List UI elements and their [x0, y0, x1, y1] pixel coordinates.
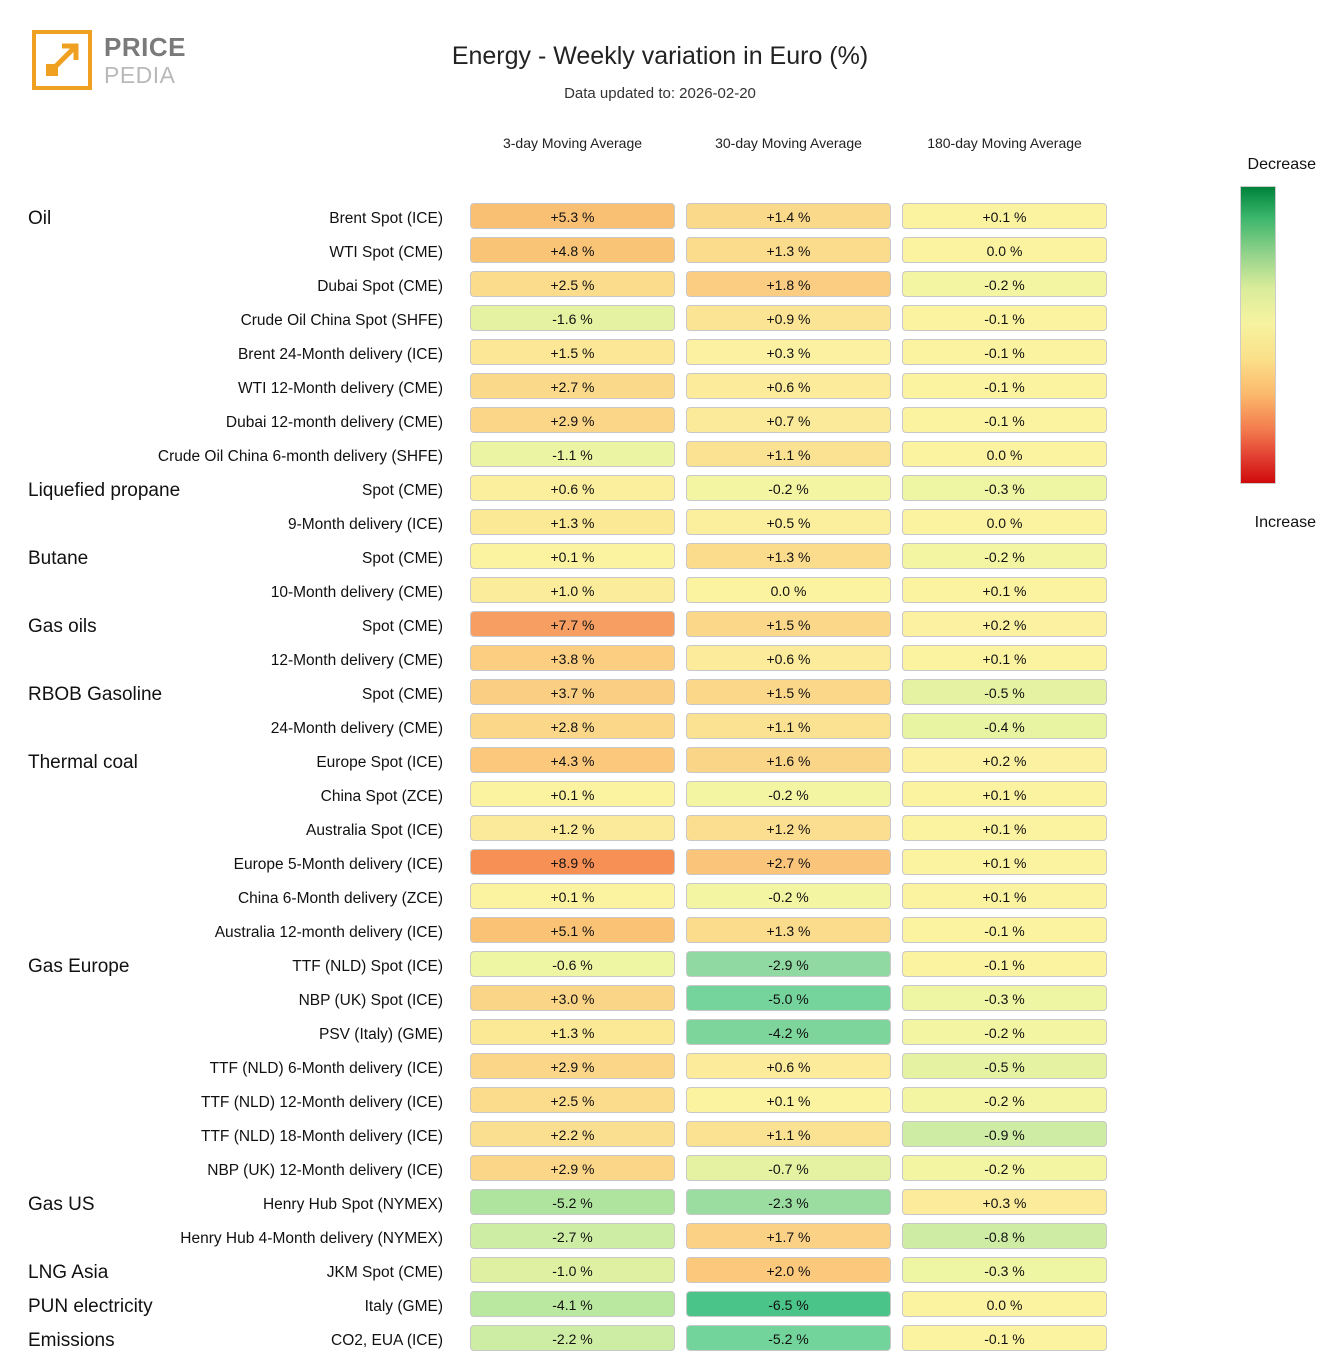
heatmap-cell: 0.0 %: [686, 577, 891, 603]
row-label: PSV (Italy) (GME): [318, 1026, 443, 1043]
heatmap-cell: -0.3 %: [902, 1257, 1107, 1283]
row-label: TTF (NLD) 12-Month delivery (ICE): [200, 1094, 443, 1111]
heatmap-cell: +1.1 %: [686, 1121, 891, 1147]
page-subtitle: Data updated to: 2026-02-20: [564, 85, 756, 102]
heatmap-cell: -0.8 %: [902, 1223, 1107, 1249]
heatmap-cell: +0.6 %: [470, 475, 675, 501]
row-group-label: Liquefied propane: [28, 480, 181, 501]
table-row: [0, 611, 1200, 645]
heatmap-cell: +4.3 %: [470, 747, 675, 773]
row-label: Brent Spot (ICE): [329, 210, 443, 227]
table-row: [0, 509, 1200, 543]
row-group-label: PUN electricity: [28, 1296, 153, 1317]
heatmap-cell: +2.8 %: [470, 713, 675, 739]
table-row: [0, 747, 1200, 781]
heatmap-cell: +1.1 %: [686, 441, 891, 467]
heatmap-cell: +2.2 %: [470, 1121, 675, 1147]
row-group-label: Butane: [28, 548, 89, 569]
heatmap-cell: -0.7 %: [686, 1155, 891, 1181]
table-row: [0, 407, 1200, 441]
table-row: [0, 679, 1200, 713]
heatmap-cell: +2.9 %: [470, 1053, 675, 1079]
heatmap-cell: -0.1 %: [902, 373, 1107, 399]
row-label: CO2, EUA (ICE): [331, 1332, 443, 1349]
heatmap-cell: +1.2 %: [686, 815, 891, 841]
row-label: 24-Month delivery (CME): [270, 720, 443, 737]
row-group-label: Gas Europe: [28, 956, 130, 977]
heatmap-cell: +0.1 %: [902, 203, 1107, 229]
heatmap-cell: -0.1 %: [902, 305, 1107, 331]
heatmap-cell: +1.3 %: [686, 917, 891, 943]
heatmap-cell: 0.0 %: [902, 1291, 1107, 1317]
heatmap-cell: 0.0 %: [902, 441, 1107, 467]
table-row: [0, 305, 1200, 339]
column-header-180day: 180-day Moving Average: [927, 135, 1082, 151]
row-label: Henry Hub Spot (NYMEX): [262, 1196, 443, 1213]
heatmap-cell: -0.1 %: [902, 951, 1107, 977]
heatmap-cell: -0.2 %: [902, 271, 1107, 297]
table-row: [0, 1121, 1200, 1155]
heatmap-cell: +0.1 %: [902, 645, 1107, 671]
row-label: Brent 24-Month delivery (ICE): [237, 346, 443, 363]
heatmap-cell: +0.1 %: [902, 781, 1107, 807]
heatmap-cell: +0.1 %: [470, 781, 675, 807]
heatmap-cell: +0.6 %: [686, 373, 891, 399]
row-label: Spot (CME): [362, 482, 443, 499]
heatmap-cell: +0.7 %: [686, 407, 891, 433]
row-label: Dubai Spot (CME): [317, 278, 443, 295]
heatmap-cell: -0.2 %: [686, 883, 891, 909]
heatmap-cell: -0.1 %: [902, 1325, 1107, 1351]
heatmap-cell: +1.1 %: [686, 713, 891, 739]
table-row: [0, 1087, 1200, 1121]
heatmap-cell: -0.6 %: [470, 951, 675, 977]
row-group-label: Emissions: [28, 1330, 115, 1351]
heatmap-cell: +0.1 %: [470, 543, 675, 569]
row-group-label: Thermal coal: [28, 752, 138, 773]
row-label: Henry Hub 4-Month delivery (NYMEX): [180, 1230, 443, 1247]
logo-word-pedia: PEDIA: [104, 62, 176, 88]
heatmap-cell: -0.9 %: [902, 1121, 1107, 1147]
table-row: [0, 1189, 1200, 1223]
heatmap-cell: +0.1 %: [902, 883, 1107, 909]
row-group-label: RBOB Gasoline: [28, 684, 163, 705]
heatmap-table: [0, 203, 1200, 1359]
heatmap-cell: -4.2 %: [686, 1019, 891, 1045]
table-row: [0, 1291, 1200, 1325]
page-title: Energy - Weekly variation in Euro (%): [451, 42, 869, 70]
logo-word-price: PRICE: [104, 32, 186, 62]
heatmap-cell: +0.3 %: [686, 339, 891, 365]
row-label: 9-Month delivery (ICE): [287, 516, 443, 533]
heatmap-cell: -0.5 %: [902, 1053, 1107, 1079]
heatmap-cell: -0.3 %: [902, 475, 1107, 501]
heatmap-cell: +3.7 %: [470, 679, 675, 705]
row-label: Europe Spot (ICE): [316, 754, 443, 771]
heatmap-cell: +0.5 %: [686, 509, 891, 535]
heatmap-cell: -0.2 %: [686, 475, 891, 501]
heatmap-cell: +0.9 %: [686, 305, 891, 331]
heatmap-cell: +2.5 %: [470, 271, 675, 297]
heatmap-cell: 0.0 %: [902, 509, 1107, 535]
row-label: 12-Month delivery (CME): [270, 652, 443, 669]
table-row: [0, 543, 1200, 577]
heatmap-cell: -1.0 %: [470, 1257, 675, 1283]
heatmap-cell: +0.1 %: [902, 849, 1107, 875]
row-label: TTF (NLD) 18-Month delivery (ICE): [200, 1128, 443, 1145]
column-header-30day: 30-day Moving Average: [715, 135, 862, 151]
heatmap-cell: -0.2 %: [902, 1019, 1107, 1045]
heatmap-cell: +0.2 %: [902, 747, 1107, 773]
heatmap-cell: +1.5 %: [470, 339, 675, 365]
heatmap-cell: +2.0 %: [686, 1257, 891, 1283]
table-row: [0, 1019, 1200, 1053]
table-row: [0, 1257, 1200, 1291]
row-group-label: LNG Asia: [28, 1262, 109, 1283]
heatmap-cell: +1.3 %: [470, 1019, 675, 1045]
heatmap-cell: +0.1 %: [686, 1087, 891, 1113]
legend-label-increase: Increase: [1254, 514, 1316, 531]
heatmap-cell: -0.2 %: [902, 1087, 1107, 1113]
table-row: [0, 883, 1200, 917]
table-row: [0, 271, 1200, 305]
heatmap-cell: +1.2 %: [470, 815, 675, 841]
table-row: [0, 713, 1200, 747]
heatmap-cell: +1.4 %: [686, 203, 891, 229]
row-label: Italy (GME): [364, 1298, 443, 1315]
row-label: China 6-Month delivery (ZCE): [237, 890, 443, 907]
heatmap-cell: -5.2 %: [470, 1189, 675, 1215]
row-label: Spot (CME): [362, 550, 443, 567]
row-label: Dubai 12-month delivery (CME): [225, 414, 443, 431]
heatmap-cell: +3.0 %: [470, 985, 675, 1011]
heatmap-cell: -0.2 %: [686, 781, 891, 807]
heatmap-cell: +1.3 %: [470, 509, 675, 535]
table-row: [0, 1053, 1200, 1087]
row-label: TTF (NLD) Spot (ICE): [292, 958, 443, 975]
row-group-label: Oil: [28, 208, 52, 229]
heatmap-cell: -2.7 %: [470, 1223, 675, 1249]
heatmap-cell: +1.3 %: [686, 237, 891, 263]
row-label: Spot (CME): [362, 618, 443, 635]
heatmap-cell: +1.5 %: [686, 679, 891, 705]
table-row: [0, 577, 1200, 611]
row-label: 10-Month delivery (CME): [270, 584, 443, 601]
table-row: [0, 917, 1200, 951]
heatmap-cell: +1.0 %: [470, 577, 675, 603]
heatmap-cell: -5.2 %: [686, 1325, 891, 1351]
table-row: [0, 237, 1200, 271]
heatmap-cell: +5.3 %: [470, 203, 675, 229]
heatmap-cell: -2.3 %: [686, 1189, 891, 1215]
heatmap-cell: +0.6 %: [686, 645, 891, 671]
table-row: [0, 203, 1200, 237]
row-label: Australia 12-month delivery (ICE): [214, 924, 443, 941]
heatmap-cell: +1.8 %: [686, 271, 891, 297]
heatmap-cell: +5.1 %: [470, 917, 675, 943]
heatmap-cell: -0.1 %: [902, 917, 1107, 943]
heatmap-cell: +0.2 %: [902, 611, 1107, 637]
heatmap-cell: 0.0 %: [902, 237, 1107, 263]
heatmap-cell: +8.9 %: [470, 849, 675, 875]
row-label: WTI Spot (CME): [329, 244, 443, 261]
heatmap-cell: +1.3 %: [686, 543, 891, 569]
table-row: [0, 1155, 1200, 1189]
heatmap-cell: +2.9 %: [470, 1155, 675, 1181]
table-row: [0, 849, 1200, 883]
heatmap-cell: -6.5 %: [686, 1291, 891, 1317]
table-row: [0, 339, 1200, 373]
heatmap-cell: +7.7 %: [470, 611, 675, 637]
column-header-3day: 3-day Moving Average: [502, 135, 643, 151]
heatmap-cell: +0.6 %: [686, 1053, 891, 1079]
heatmap-cell: -0.2 %: [902, 1155, 1107, 1181]
heatmap-cell: -2.2 %: [470, 1325, 675, 1351]
heatmap-cell: +0.1 %: [902, 815, 1107, 841]
table-row: [0, 475, 1200, 509]
heatmap-cell: +2.9 %: [470, 407, 675, 433]
legend-label-decrease: Decrease: [1247, 156, 1316, 173]
row-label: Spot (CME): [362, 686, 443, 703]
heatmap-cell: +2.5 %: [470, 1087, 675, 1113]
row-label: WTI 12-Month delivery (CME): [238, 380, 443, 397]
table-row: [0, 1223, 1200, 1257]
heatmap-cell: -4.1 %: [470, 1291, 675, 1317]
heatmap-cell: +1.6 %: [686, 747, 891, 773]
row-label: Crude Oil China 6-month delivery (SHFE): [157, 448, 443, 465]
row-label: NBP (UK) Spot (ICE): [298, 992, 443, 1009]
heatmap-cell: -0.1 %: [902, 339, 1107, 365]
table-row: [0, 951, 1200, 985]
heatmap-cell: -5.0 %: [686, 985, 891, 1011]
heatmap-cell: -1.6 %: [470, 305, 675, 331]
table-row: [0, 645, 1200, 679]
table-row: [0, 441, 1200, 475]
table-row: [0, 373, 1200, 407]
heatmap-cell: +1.5 %: [686, 611, 891, 637]
table-row: [0, 815, 1200, 849]
heatmap-cell: +4.8 %: [470, 237, 675, 263]
row-group-label: Gas oils: [28, 616, 97, 637]
heatmap-cell: +2.7 %: [470, 373, 675, 399]
heatmap-cell: -0.4 %: [902, 713, 1107, 739]
heatmap-cell: +3.8 %: [470, 645, 675, 671]
table-row: [0, 985, 1200, 1019]
heatmap-cell: +0.3 %: [902, 1189, 1107, 1215]
heatmap-cell: -0.1 %: [902, 407, 1107, 433]
heatmap-cell: -0.3 %: [902, 985, 1107, 1011]
heatmap-cell: +0.1 %: [470, 883, 675, 909]
row-label: TTF (NLD) 6-Month delivery (ICE): [209, 1060, 443, 1077]
heatmap-cell: -1.1 %: [470, 441, 675, 467]
row-label: JKM Spot (CME): [326, 1264, 443, 1281]
heatmap-cell: +2.7 %: [686, 849, 891, 875]
row-group-label: Gas US: [28, 1194, 95, 1215]
row-label: China Spot (ZCE): [320, 788, 443, 805]
color-scale-legend: [1240, 186, 1276, 484]
row-label: Australia Spot (ICE): [306, 822, 443, 839]
heatmap-cell: -2.9 %: [686, 951, 891, 977]
heatmap-cell: -0.5 %: [902, 679, 1107, 705]
row-label: Europe 5-Month delivery (ICE): [233, 856, 443, 873]
heatmap-cell: +0.1 %: [902, 577, 1107, 603]
row-label: NBP (UK) 12-Month delivery (ICE): [207, 1162, 443, 1179]
table-row: [0, 781, 1200, 815]
heatmap-cell: -0.2 %: [902, 543, 1107, 569]
table-row: [0, 1325, 1200, 1359]
row-label: Crude Oil China Spot (SHFE): [240, 312, 443, 329]
heatmap-cell: +1.7 %: [686, 1223, 891, 1249]
